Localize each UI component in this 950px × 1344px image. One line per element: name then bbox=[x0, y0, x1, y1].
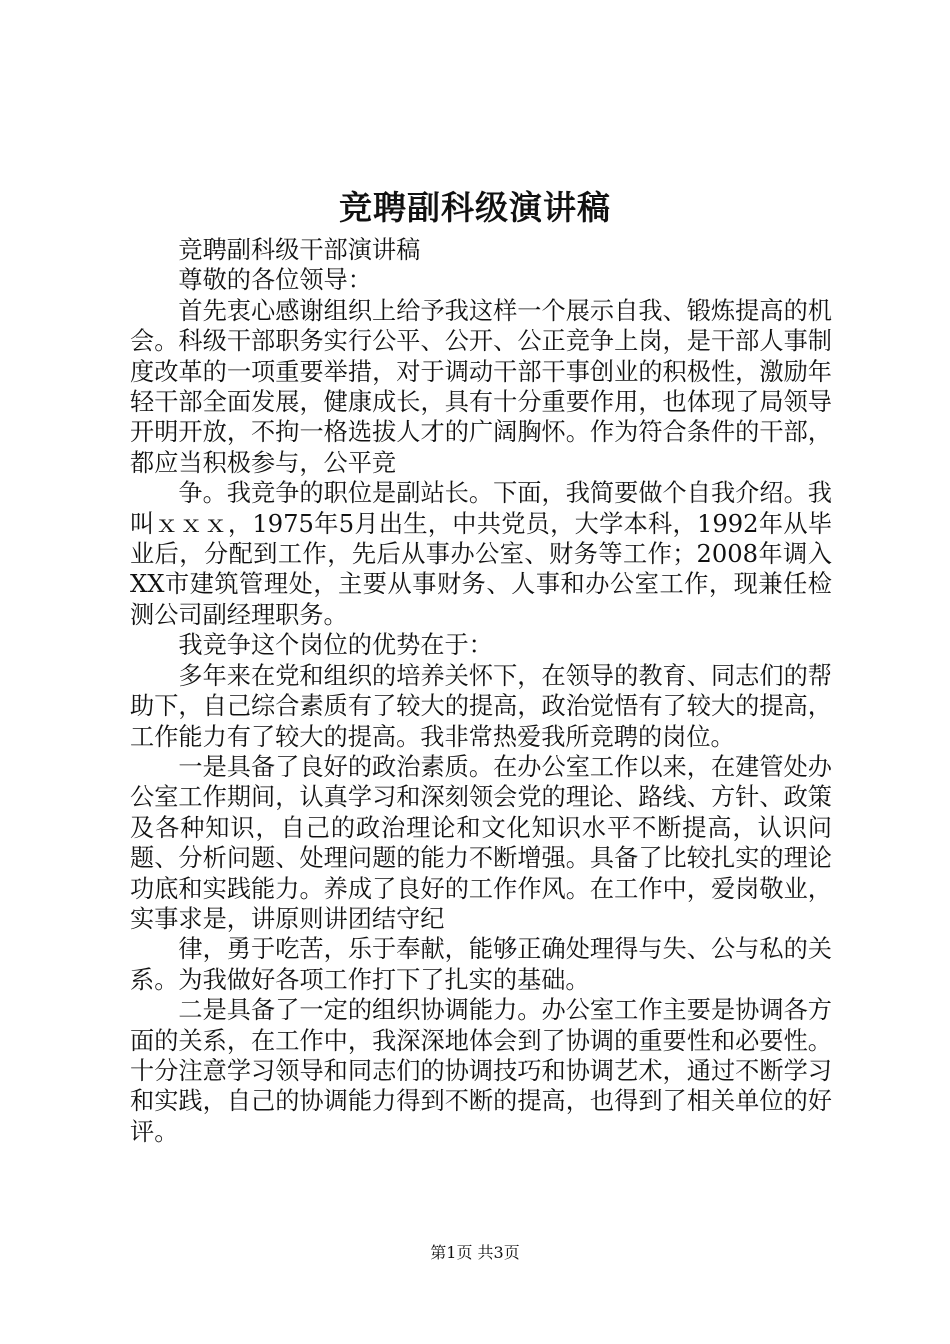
paragraph: 律，勇于吃苦，乐于奉献，能够正确处理得与失、公与私的关系。为我做好各项工作打下了扎实的基础。 bbox=[130, 935, 832, 994]
paragraph: 首先衷心感谢组织上给予我这样一个展示自我、锻炼提高的机会。科级干部职务实行公平、公开、公正竞争上岗，是干部人事制度改革的一项重要举措，对于调动干部干事创业的积极性，激励年轻干部全面发展，健康成长，具有十分重要作用，也体现了局领导开明开放，不拘一格选拔人才的广阔胸怀。作为符合条件的干部，都应当积极参与，公平竞 bbox=[130, 296, 832, 477]
page-footer: 第1页 共3页 bbox=[430, 1243, 520, 1262]
paragraph: 二是具备了一定的组织协调能力。办公室工作主要是协调各方面的关系，在工作中，我深深地体会到了协调的重要性和必要性。十分注意学习领导和同志们的协调技巧和协调艺术，通过不断学习和实践，自己的协调能力得到不断的提高，也得到了相关单位的好评。 bbox=[130, 996, 832, 1146]
paragraph-subtitle: 竞聘副科级干部演讲稿 bbox=[178, 236, 421, 264]
paragraph: 多年来在党和组织的培养关怀下，在领导的教育、同志们的帮助下，自己综合素质有了较大的提高，政治觉悟有了较大的提高，工作能力有了较大的提高。我非常热爱我所竞聘的岗位。 bbox=[130, 661, 832, 751]
paragraph: 争。我竞争的职位是副站长。下面，我简要做个自我介绍。我叫ｘｘｘ，1975年5月出生，中共党员，大学本科，1992年从毕业后，分配到工作，先后从事办公室、财务等工作；2008年调入XX市建筑管理处，主要从事财务、人事和办公室工作，现兼任检测公司副经理职务。 bbox=[130, 479, 832, 629]
paragraph-salutation: 尊敬的各位领导： bbox=[178, 266, 372, 295]
paragraph: 我竞争这个岗位的优势在于： bbox=[178, 631, 493, 660]
document-body bbox=[130, 235, 832, 1147]
paragraph: 一是具备了良好的政治素质。在办公室工作以来，在建管处办公室工作期间，认真学习和深刻领会党的理论、路线、方针、政策及各种知识，自己的政治理论和文化知识水平不断提高，认识问题、分析问题、处理问题的能力不断增强。具备了比较扎实的理论功底和实践能力。养成了良好的工作作风。在工作中，爱岗敬业，实事求是，讲原则讲团结守纪 bbox=[130, 752, 832, 933]
document-title: 竞聘副科级演讲稿 bbox=[339, 188, 611, 227]
